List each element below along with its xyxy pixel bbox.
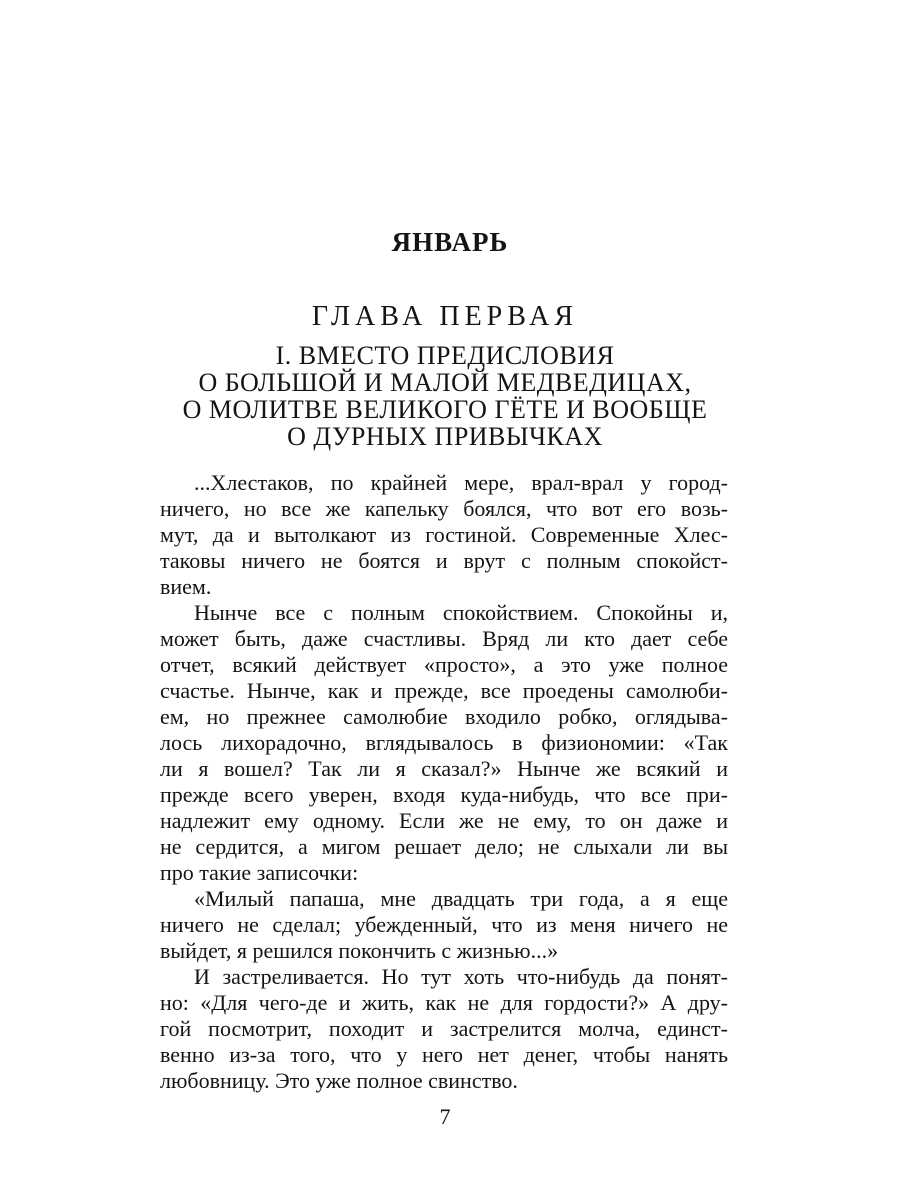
text-line: ...Хлестаков, по крайней мере, врал-врал у город-	[194, 470, 728, 495]
section-heading-line: О БОЛЬШОЙ И МАЛОЙ МЕДВЕДИЦАХ,	[198, 368, 692, 397]
text-line: ем, но прежнее самолюбие входило робко, оглядыва-	[160, 704, 728, 729]
body-text	[160, 470, 728, 1094]
text-line: таковы ничего не боятся и врут с полным спокойст-	[160, 548, 728, 573]
text-line: мут, да и вытолкают из гостиной. Современные Хлес-	[160, 522, 728, 547]
text-line: И застреливается. Но тут хоть что-нибудь да понят-	[194, 964, 728, 989]
section-heading-line: I. ВМЕСТО ПРЕДИСЛОВИЯ	[275, 341, 615, 370]
text-line: Нынче все с полным спокойствием. Спокойны и,	[194, 600, 728, 625]
section-heading	[0, 342, 890, 450]
text-line: выйдет, я решился покончить с жизнью...»	[160, 938, 559, 963]
paragraph-2	[160, 600, 728, 886]
text-line: не сердится, а мигом решает дело; не слыхали ли вы	[160, 834, 728, 859]
section-heading-line: О ДУРНЫХ ПРИВЫЧКАХ	[287, 422, 603, 451]
chapter-heading: ГЛАВА ПЕРВАЯ	[311, 301, 579, 332]
text-line: гой посмотрит, походит и застрелится молча, единст-	[160, 1016, 728, 1041]
text-line: может быть, даже счастливы. Вряд ли кто дает себе	[160, 626, 728, 651]
text-line: венно из-за того, что у него нет денег, чтобы нанять	[160, 1042, 728, 1067]
text-line: ли я вошел? Так ли я сказал?» Нынче же всякий и	[160, 756, 728, 781]
text-line: прежде всего уверен, входя куда-нибудь, что все при-	[160, 782, 728, 807]
text-line: про такие записочки:	[160, 860, 359, 885]
text-line: любовницу. Это уже полное свинство.	[160, 1068, 518, 1093]
section-heading-line: О МОЛИТВЕ ВЕЛИКОГО ГЁТЕ И ВООБЩЕ	[182, 395, 708, 424]
month-heading: ЯНВАРЬ	[391, 227, 509, 257]
paragraph-1	[160, 470, 728, 600]
text-line: отчет, всякий действует «просто», а это уже полное	[160, 652, 728, 677]
text-line: счастье. Нынче, как и прежде, все проедены самолюби-	[160, 678, 728, 703]
text-line: но: «Для чего-де и жить, как не для гордости?» А дру-	[160, 990, 728, 1015]
page-number: 7	[439, 1104, 451, 1129]
text-line: ничего, но все же капельку боялся, что вот его возь-	[160, 496, 728, 521]
text-line: надлежит ему одному. Если же не ему, то он даже и	[160, 808, 728, 833]
paragraph-3	[160, 886, 728, 964]
text-line: вием.	[160, 574, 212, 599]
text-line: лось лихорадочно, вглядывалось в физиономии: «Так	[160, 730, 728, 755]
text-line: «Милый папаша, мне двадцать три года, а я еще	[194, 886, 728, 911]
text-line: ничего не сделал; убежденный, что из меня ничего не	[160, 912, 728, 937]
paragraph-4	[160, 964, 728, 1094]
